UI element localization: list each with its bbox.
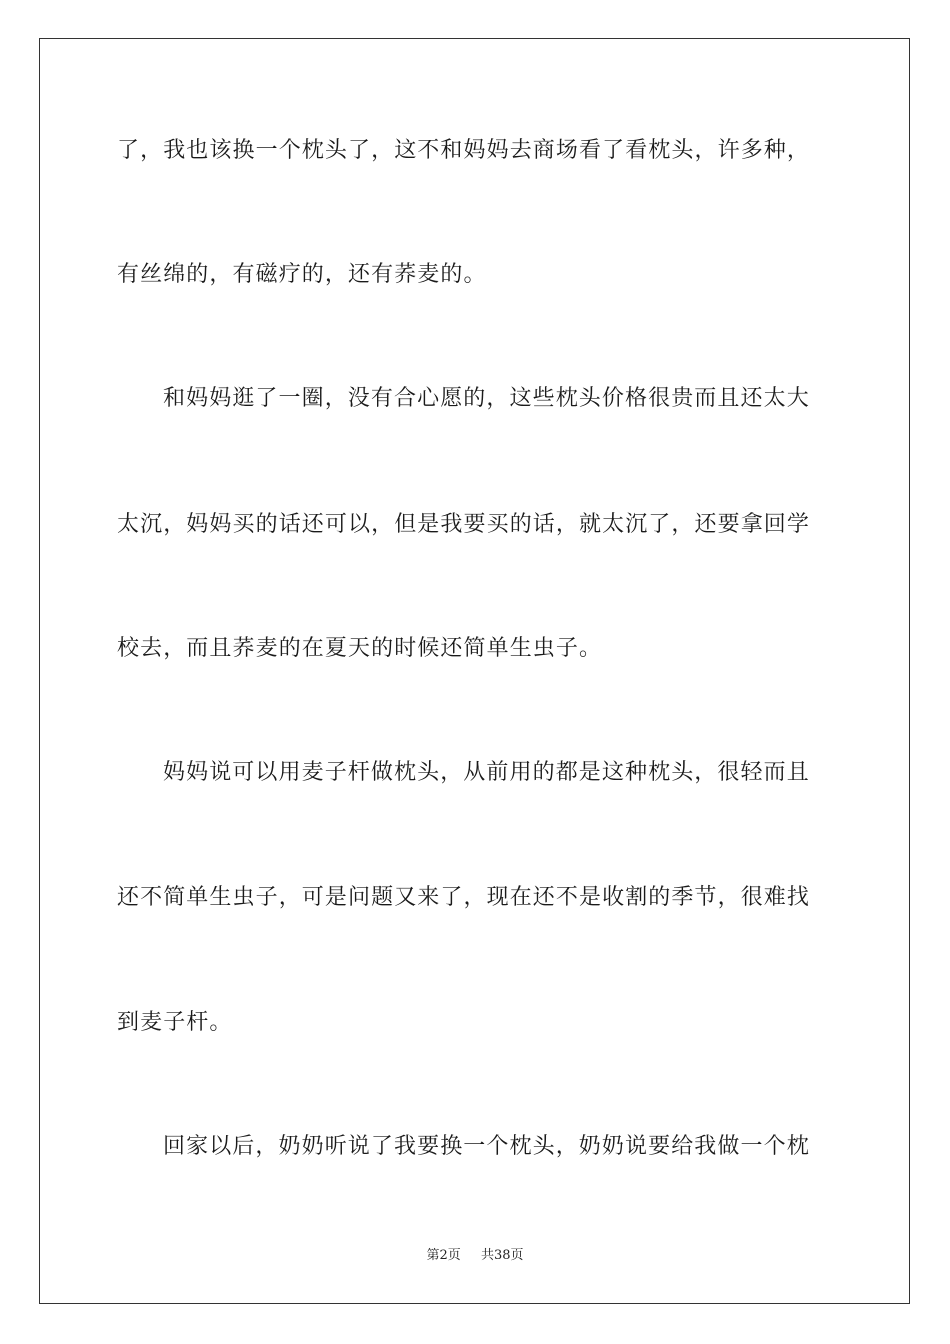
total-pages: 共38页 bbox=[480, 1248, 524, 1263]
text-line: 校去，而且荞麦的在夏天的时候还简单生虫子。 bbox=[117, 636, 603, 661]
text-line: 有丝绵的，有磁疗的，还有荞麦的。 bbox=[117, 262, 487, 287]
text-line: 了，我也该换一个枕头了，这不和妈妈去商场看了看枕头，许多种， bbox=[117, 138, 811, 163]
paragraph-start-line: 回家以后，奶奶听说了我要换一个枕头，奶奶说要给我做一个枕 bbox=[163, 1134, 810, 1159]
page-number: 第2页 bbox=[426, 1248, 461, 1263]
text-line: 还不简单生虫子，可是问题又来了，现在还不是收割的季节，很难找 bbox=[117, 885, 811, 910]
paragraph-start-line: 妈妈说可以用麦子杆做枕头，从前用的都是这种枕头，很轻而且 bbox=[163, 760, 810, 785]
page-border bbox=[39, 38, 910, 1304]
text-line: 太沉，妈妈买的话还可以，但是我要买的话，就太沉了，还要拿回学 bbox=[117, 512, 811, 537]
paragraph-start-line: 和妈妈逛了一圈，没有合心愿的，这些枕头价格很贵而且还太大 bbox=[163, 386, 810, 411]
text-line: 到麦子杆。 bbox=[117, 1010, 233, 1035]
page-footer bbox=[0, 1246, 950, 1266]
